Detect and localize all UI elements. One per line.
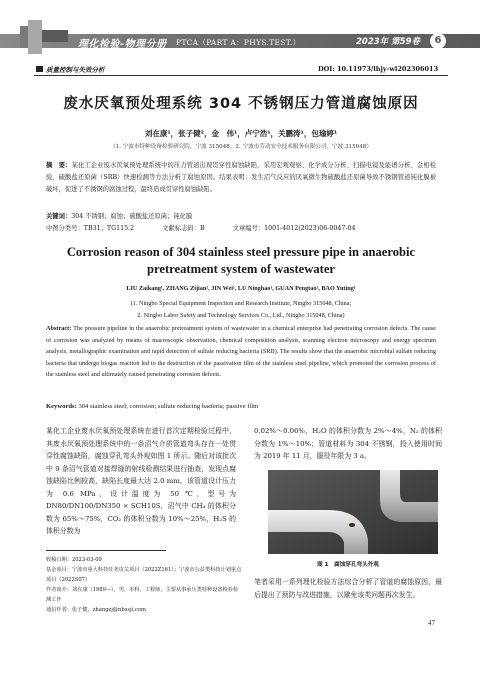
footnote-divider [46,550,166,551]
abstract-en-text: The pressure pipeline in the anaerobic pretreatment system of wastewater in a chemical enterprise had penetrating corrosion defects. The cause of corrosion was analyzed by means of macroscopic observation, chemical composition analysis, scanning electron microscopy and energy spectrum analysis, metallographic examination and rapid detection of sulfate reducing bacteria (SRB). The results show that the anaerobic microbial sulfate reducing bacteria that undergo biogas reaction led to the destruction of the passivation film of the stainless steel pipeline, which promoted the corrosion process of the stainless steel and ultimately caused penetrating corrosion defects. [46,325,436,379]
keywords-cn [46,211,436,223]
authors-cn: 刘在康¹，张子健²，金 伟¹，卢宁浩¹，关鹏涛¹，包瑜婷¹ [144,129,338,138]
section-marker-icon [36,66,43,72]
page-number: 47 [428,619,435,627]
issue-number-badge: 6 [430,33,446,49]
keywords-en [46,403,436,410]
footnote-author-bio: 作者简介：刘在康（1989—），男，本科，工程师，主要从事承压类特种设备检验检测工作 [46,587,239,603]
figure-caption: 图 1 腐蚀穿孔弯头外观 [317,562,379,568]
header-divider [34,75,448,76]
affiliations-en [34,298,448,322]
journal-logo-icon [18,20,70,54]
abstract-cn-label: 摘 要： [46,162,72,169]
keywords-en-label: Keywords: [46,403,77,410]
footnote-received: 收稿日期：2023-03-09 [46,557,102,563]
classification-cn [46,223,436,235]
affiliations-cn: （1. 宁波市特种设备检验研究院，宁波 315048；2. 宁波市劳动安全技术服务有限公司，宁波 315048） [110,144,372,150]
body-text-right-top: 0.02%～0.06%，H₂O 的体积分数为 2%～4%，N₂ 的体积分数为 1%～10%；管道材料为 304 不锈钢，投入使用时间为 2019 年 11 月，服役年限为 3 a。 [254,427,442,460]
paper-title-en: Corrosion reason of 304 stainless steel pressure pipe in anaerobic pretreatment system of wastewater [66,245,416,276]
document-code: 文献标志码：B [162,225,205,232]
journal-name: 理化检验-物理分册 [78,39,167,50]
abstract-en [46,323,436,381]
figure-pipe-elbow-photo [268,470,438,554]
affiliation-en-line: (1. Ningbo Special Equipment Inspection and Research Institute, Ningbo 315048, China; [130,300,352,307]
journal-subtitle: PTCA（PART A：PHYS.TEST.） [176,38,301,47]
section-tag: 质量控制与失效分析 [46,66,105,74]
footnote-corresponding: 通信作者：张子健，zhangzj@nbssji.com [46,607,146,613]
abstract-cn-text: 某化工企业废水厌氧预处理系统中的压力管道出现贯穿性腐蚀缺陷，采用宏观观察、化学成分分析、扫描电镜及能谱分析、金相检验、硫酸盐还原菌（SRB）快速检测等方法分析了腐蚀原因。结果表明：发生沼气反应的厌氧微生物硫酸盐还原菌导致不锈钢管道钝化膜被破坏，促进了不锈钢的腐蚀过程，最终造成贯穿性腐蚀缺陷。 [46,162,437,194]
volume-info: 2023年 第59卷 [356,37,420,47]
paper-title-cn: 废水厌氧预处理系统 304 不锈钢压力管道腐蚀原因 [63,96,419,112]
keywords-cn-text: 304 不锈钢；腐蚀；硫酸盐还原菌；钝化膜 [71,213,193,220]
clc-number: 中图分类号：TB31；TG115.2 [46,225,135,232]
affiliation-en-line: 2. Ningbo Labor Safety and Technology Services Co., Ltd., Ningbo 315048, China) [137,312,345,319]
footnote-funding: 基金项目：宁波市重大科技任务攻关项目（2022Z161）；宁波市公益类科技计划重点项目（2022S07） [46,567,242,583]
article-number: 文章编号：1001-4012(2023)06-0047-04 [232,225,356,232]
abstract-en-label: Abstract: [46,325,72,332]
doi-link[interactable]: DOI: 10.11973/lhjy-wl202306013 [318,65,439,73]
keywords-cn-label: 关键词： [46,213,72,220]
body-text-left: 某化工企业废水厌氧预处理系统在进行首次定期检验过程中，其废水厌氧预处理系统中的一条沼气介质管道弯头存在一处贯穿性腐蚀缺陷，腐蚀穿孔弯头外观如图 1 所示。随后对该批次中 9 条沼气管道对接焊缝的射线检测结果进行抽查，发现点腐蚀缺陷比例较高，缺陷长度最大达 2.0 mm。该管道设计压力为 0.6 MPa，设计温度为 50 ℃，型号为 DN80/DN100/DN350 × SCH10S，沼气中 CH₄ 的体积分数为 65%～75%，CO₂ 的体积分数为 10%～25%，H₂S 的体积分数为 [46,427,236,535]
footnotes [46,555,242,615]
authors-en: LIU Zaikang¹, ZHANG Zijian², JIN Wei¹, LU Ninghao¹, GUAN Pengtao¹, BAO Yuting¹ [126,285,356,292]
keywords-en-text: 304 stainless steel; corrosion; sulfate reducing bacteria; passive film [78,403,259,410]
abstract-cn [46,160,436,197]
body-text-right-bottom: 笔者采用一系列理化检验方法综合分析了管道的腐蚀原因，最后提出了预防与改进措施，以避免该类问题再次发生。 [254,578,442,599]
